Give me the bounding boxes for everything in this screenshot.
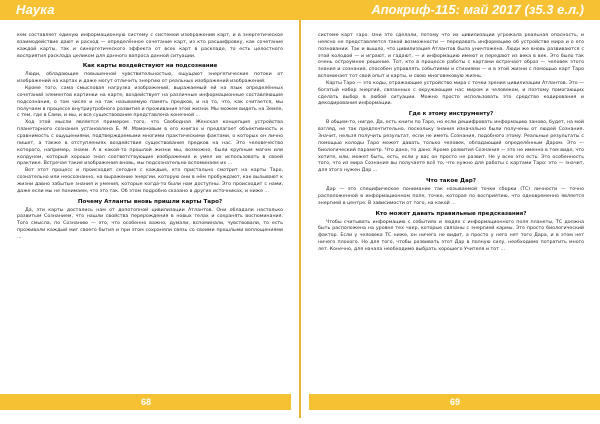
issue-title: Апокриф-115: май 2017 (з5.3 е.л.): [371, 2, 584, 17]
paragraph: Да, эти карты достались нам от допотопной цивилизации Атлантов. Они обладали настолько развитым Сознанием, что нашли свойства перерождения в новых телах и сохранять воспоминания. Того смысла, по Сознанию — это, что особенно важно, думали, вспоминали, чувствовали, то есть проживали каждый миг своего бытия и при этом сохраняли связь со своими прошлыми воплощениями ...: [17, 207, 283, 240]
paragraph: системе карт Таро. Они это сделали, потому что их цивилизации угрожала реальная опасность, и неясно не представляется такой возможности — передавать информацию об устройстве мира и о его познавании. Так и вышло, что цивилизация Атлантов была уничтожена. Люди же вновь развиваются с этой колодой — и играют, и гадают, — и информацию имеют и передают из века в век. Это было так очень остроумное решение. Тот, кто в процессе работы с картами встречает образ — человек этого знания и сознания, способен управлять событиями и стихиями — и в этой жизни с помощью карт Таро вспоминает тот свой опыт и карты, и свою многовековую жизнь.: [318, 33, 584, 80]
paragraph: Дар — это специфическое понимание так называемой точки сборки (ТС) личности — точно расположенной в информационном поле, точке, которая по восприятию, что одновременно является энергией в центре. В зависимости от того, на какой ...: [318, 187, 584, 206]
page-number-right: 69: [449, 397, 460, 407]
paragraph: Ход этой мысли является примером того, что Свободная Женская концепция устройства планетарного сознания установлена Б. М. Мамоновым в его книгах и предлагает объективность и сравнимость с ощущениями, подтверждаемыми многими практическими фактами, о которых он лично пишет, а также в отступлениях воздействия существования предков на нас. Это человечество которого, например, знаем. А в какой-то прошлой жизни мы, возможно, были крупным магом или колдуном, который хорошо знал соответствующие изображения и умел их использовать в своей практике. Встречая такие изображения вновь, мы подсознательно вспоминаем их ...: [17, 120, 283, 167]
section-heading: Почему Атланты вновь пришли карты Таро?: [77, 198, 223, 205]
section-heading: Где к этому инструменту?: [408, 111, 494, 118]
page-divider: [299, 20, 301, 418]
page-number-left: 68: [140, 397, 151, 407]
paragraph: Карты Таро — это коды, отражающие устройство мира с точки зрения цивилизации Атлантов. Это — богатый набор энергий, связанных с окружающим нас миром и человеком, и поэтому помогающих сделать выбор в любой ситуации. Можно просто использовать это средство кодирования и декодирования информации.: [318, 80, 584, 107]
footer-right: [309, 394, 600, 410]
left-page-text: [17, 33, 283, 385]
paragraph: В общем-то, нигде. Да, есть книги по Таро, но если дешифровать информацию заново, будет, на мой взгляд, не так предпочтительно, поскольку знания изначально были получены от людей Сознания. Значит, нельзя получить результат, если не иметь Сознания, подобного этому. Реальные результаты с помощью колоды Таро может давать только человек, обладающий определённым Даром. Это — биологический параметр. Что дано, то дано. Кроме развития Сознания — это не именно в том виде, что хотите, или, может быть, есть, если у вас он просто не развит. Не у всех это есть. Это особенность того, что из мира Сознания вы получаете всё то, что нужно для работы с картами Таро: это — значит, для этого нужен Дар ...: [318, 120, 584, 174]
section-heading: Что такое Дар?: [426, 178, 476, 185]
paragraph: Кроме того, сама смысловая нагрузка изображений, выражаемый ей на язык определённых сочетаний элементов картинки на карте, воздействует на различные информационные составляющие подсознания, о том числе и на так называемую память предков, и на то, что, как считается, мы получаем в процессе внутриутробного развития и проживания этой жизни. Мы можем видеть на Земле, с тем, где в Сами, и мы, и вся существование представлена конечной ...: [17, 86, 283, 119]
section-heading: Кто может давать правильные предсказания?: [375, 210, 527, 217]
section-title: Наука: [16, 2, 55, 17]
paragraph: Чтобы считывать информацию с событиях и людях с информационного поля планеты, ТС должна быть расположена на уровне тех чакр, которые связаны с энергией кармы. Это просто биологический фактор. Если у человека ТС ниже, он ничего не видит, а просто у него нет того Дара, и в этом нет ничего плохого. Но для того, чтобы развивать этот Дар в полную силу, необходимо потратить много лет. Конечно, для начала необходимо выбрать хорошего Учителя и тот ...: [318, 219, 584, 252]
paragraph: Вот этот процесс и происходит сегодня с каждым, кто пристально смотрит на карты Таро, сознательно или неосознанно, на выражение энергии, которую они в нём пробуждают, как вызывают к жизни давно забытые знания и умения, которые когда-то были нам доступны. Это происходит с нами, даже если мы не понимаем, что это так. Об этом подробно сказано в других источниках, и ниже ...: [17, 168, 283, 194]
section-heading: Как карты воздействуют на подсознание: [82, 63, 218, 70]
header-bar: [0, 0, 600, 20]
footer-left: [0, 394, 291, 410]
paragraph: кем составляет единую информационную систему с системой изображений карт, и в энергетическое взаимодействие дают и расход — определённое сочетание карт, из кто расшифровку, как сочетание каждой карты, так и синергетического эффекта от всех карт в раскладе, то есть целостного восприятия расклада целиком для данного вопроса данной ситуации.: [17, 33, 283, 59]
paragraph: Люди, обладающие повышенной чувствительностью, ощущают энергетические потоки от изображений на картах и даже могут отличить энергию от реальных изображений изображений.: [17, 72, 283, 85]
right-page-text: [318, 33, 584, 385]
